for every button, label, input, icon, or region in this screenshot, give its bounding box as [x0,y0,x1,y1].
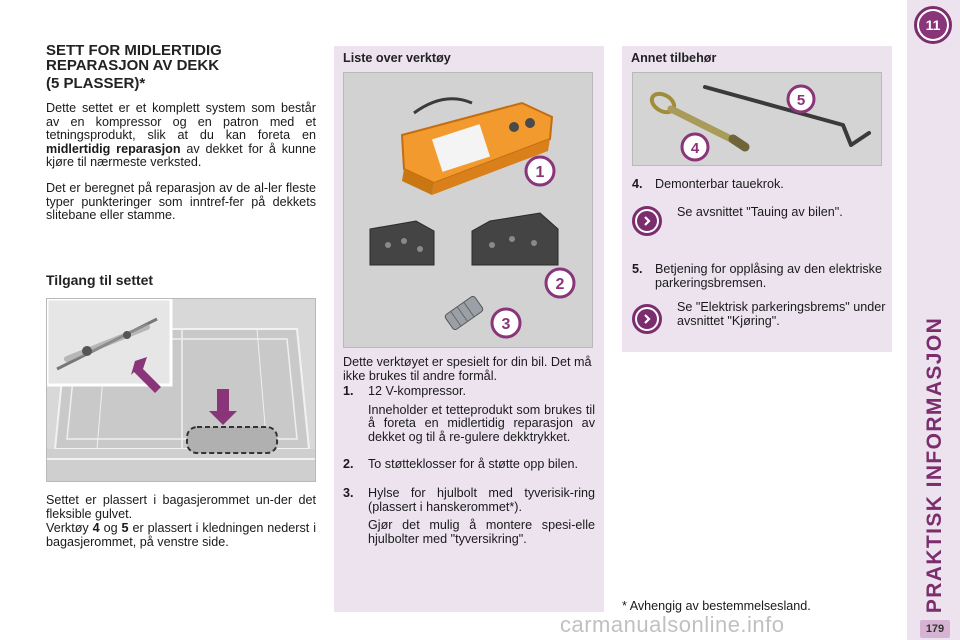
accessory-item-5-reference[interactable]: Se "Elektrisk parkeringsbrems" under avsnittet "Kjøring". [677,300,886,328]
page-number: 179 [920,620,950,638]
access-text-c: er plassert i kledningen nederst i bagasjerommet, på venstre side. [46,521,317,549]
access-section-title: Tilgang til settet [46,272,154,288]
page-title-line-3: (5 PLASSER)* [46,75,146,92]
accessory-item-5 [632,263,882,290]
access-text-b: og [99,521,122,535]
accessory-item-4-reference[interactable]: Se avsnittet "Tauing av bilen". [677,205,843,219]
access-ref-5: 5 [121,521,129,535]
tool-item-1-label: 12 V-kompressor. [368,384,466,398]
page-title [46,43,286,91]
chapter-title-text: PRAKTISK INFORMASJON [923,316,946,614]
page-title-line-1: SETT FOR MIDLERTIDIG [46,42,222,59]
intro-paragraph-2: Det er beregnet på reparasjon av de al-ler fleste typer punkteringer som inntref-fer på dekkets slitebane eller stamme. [46,181,316,222]
accessory-item-4-number: 4. [632,177,643,191]
tool-item-1-detail: Inneholder et tetteprodukt som brukes til å foreta en midlertidig reparasjon av dekket og til å re-gulere dekktrykket. [368,402,595,444]
intro-text-b: av dekket for å kunne kjøre til nærmeste verksted. [46,141,317,169]
trunk-drawing [47,299,316,482]
tool-item-2-label: To støtteklosser for å støtte opp bilen. [368,457,578,471]
callout-2-label: 2 [555,276,565,293]
see-reference-arrow-icon [632,304,662,334]
access-paragraph-1: Settet er plassert i bagasjerommet un-der det fleksible gulvet. [46,493,316,521]
accessory-item-5-label: Betjening for opplåsing av den elektriske parkeringsbremsen. [655,262,882,290]
tool-item-3-number: 3. [343,486,354,500]
intro-paragraph-1 [46,102,316,170]
tools-illustration [343,72,593,348]
intro-text-a: Dette settet er et komplett system som består av en kompressor og en patron med et tetningsprodukt, slik at du kan foreta en [46,101,316,142]
chapter-title [918,300,952,630]
see-reference-arrow-icon [632,206,662,236]
tool-item-1 [343,385,595,444]
tool-item-3 [343,487,595,546]
accessories-illustration [632,72,882,166]
trunk-illustration [46,298,316,482]
tools-intro: Dette verktøyet er spesielt for din bil. Det må ikke brukes til andre formål. [343,355,592,383]
tool-item-3-detail: Gjør det mulig å montere spesi-elle hjulbolter med "tyversikring". [368,518,595,546]
tools-drawing [344,73,593,348]
tool-item-2 [343,458,595,472]
tool-item-2-number: 2. [343,457,354,471]
access-paragraph-2 [46,522,316,549]
tools-panel-title: Liste over verktøy [343,51,451,65]
page-title-line-2: REPARASJON AV DEKK [46,57,220,74]
callout-1-label: 1 [535,164,545,181]
access-ref-4: 4 [92,521,100,535]
callout-4-label: 4 [690,140,700,157]
accessory-item-4-label: Demonterbar tauekrok. [655,177,784,191]
tool-item-1-number: 1. [343,384,354,398]
chapter-number: 11 [919,11,947,39]
chapter-number-badge [914,6,952,44]
tool-item-3-label: Hylse for hjulbolt med tyverisik-ring (plassert i hanskerommet*). [368,486,595,514]
accessories-panel-title: Annet tilbehør [631,51,717,65]
intro-text-bold: midlertidig reparasjon [46,141,181,156]
callout-3-label: 3 [501,316,511,333]
watermark: carmanualsonline.info [560,612,785,637]
access-text-a: Verktøy [46,521,93,535]
callout-5-label: 5 [796,92,806,109]
accessory-item-4 [632,178,882,192]
footnote: * Avhengig av bestemmelsesland. [622,599,811,613]
accessories-drawing [633,73,882,166]
accessory-item-5-number: 5. [632,262,643,276]
